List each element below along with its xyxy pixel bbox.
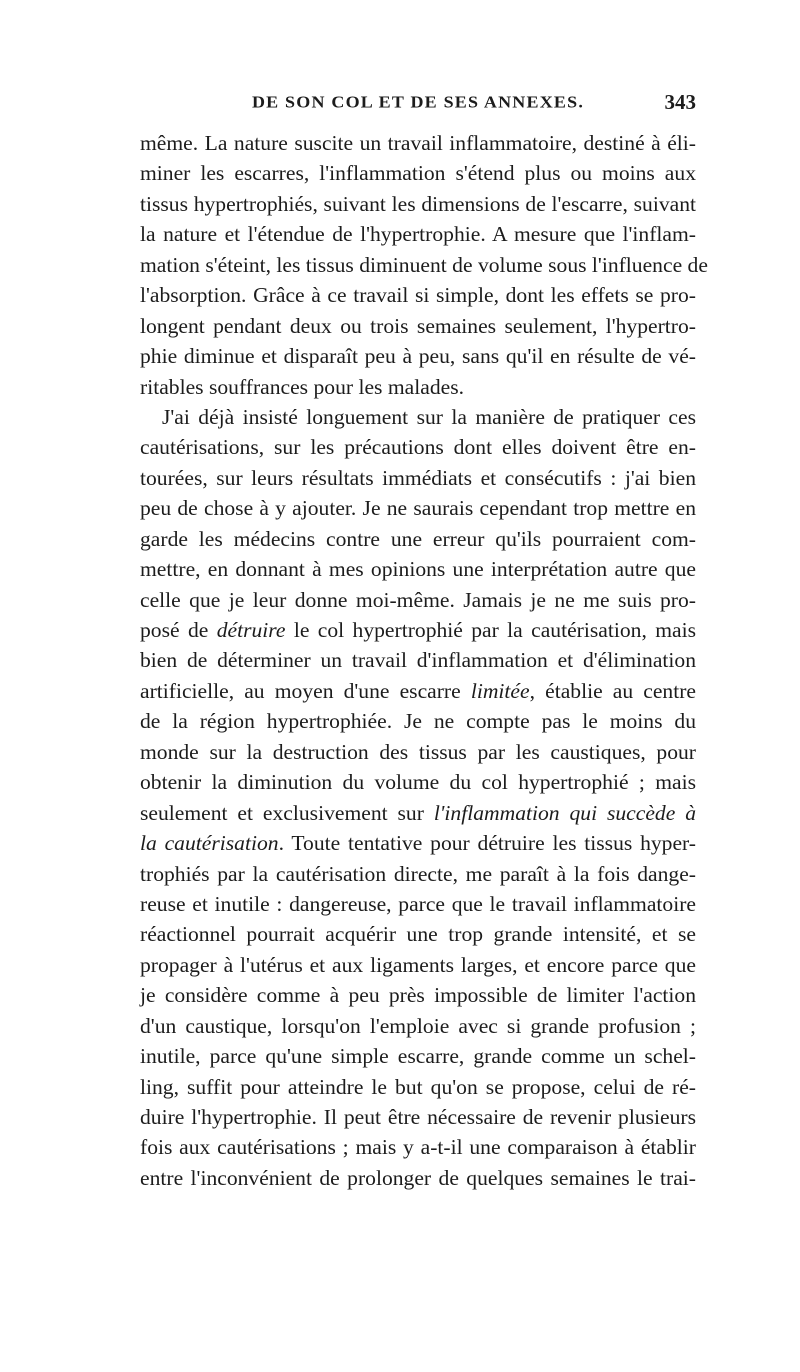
text-line [140, 706, 696, 736]
text-line [140, 402, 696, 432]
text-segment: fois aux cautérisations ; mais y a-t-il une comparaison à établir [140, 1135, 696, 1160]
text-line [140, 645, 696, 675]
page-number: 343 [664, 90, 696, 114]
text-line [140, 311, 696, 341]
running-head [140, 92, 696, 122]
text-line [140, 737, 696, 767]
text-segment: celle que je leur donne moi-même. Jamais je ne me suis pro- [140, 587, 696, 612]
text-line [140, 676, 696, 706]
text-line [140, 158, 696, 188]
text-line [140, 889, 696, 919]
text-segment: bien de déterminer un travail d'inflammation et d'élimination [140, 648, 696, 673]
text-segment: cautérisations, sur les précautions dont elles doivent être en- [140, 435, 696, 460]
text-segment: seulement et exclusivement sur [140, 800, 434, 825]
text-line [140, 1011, 696, 1041]
text-segment: tissus hypertrophiés, suivant les dimensions de l'escarre, suivant [140, 191, 696, 216]
text-line [140, 615, 696, 645]
text-segment: je considère comme à peu près impossible de limiter l'action [140, 983, 696, 1008]
text-segment: garde les médecins contre une erreur qu'ils pourraient com- [140, 526, 696, 551]
text-segment: de la région hypertrophiée. Je ne compte pas le moins du [140, 709, 696, 734]
text-line [140, 493, 696, 523]
text-line [140, 950, 696, 980]
text-line [140, 341, 696, 371]
text-segment: même. La nature suscite un travail inflammatoire, destiné à éli- [140, 131, 696, 155]
text-segment: entre l'inconvénient de prolonger de quelques semaines le trai- [140, 1165, 696, 1190]
text-line [140, 828, 696, 858]
text-line [140, 280, 696, 310]
text-segment: tourées, sur leurs résultats immédiats et consécutifs : j'ai bien [140, 465, 696, 490]
text-line [140, 980, 696, 1010]
text-line [140, 1041, 696, 1071]
text-segment: , établie au centre [529, 678, 697, 703]
text-segment: artificielle, au moyen d'une escarre [140, 678, 471, 703]
text-line [140, 1163, 696, 1193]
text-segment: obtenir la diminution du volume du col hypertrophié ; mais [140, 770, 696, 795]
text-segment: inutile, parce qu'une simple escarre, grande comme un schel- [140, 1044, 696, 1069]
text-segment: peu de chose à y ajouter. Je ne saurais cependant trop mettre en [140, 496, 696, 521]
text-segment: posé de [140, 618, 217, 642]
text-line [140, 919, 696, 949]
text-segment: le col hypertrophié par la cautérisation, mais [285, 618, 696, 642]
text-segment: mation s'éteint, les tissus diminuent de volume sous l'influence de [140, 252, 708, 277]
text-segment: J'ai déjà insisté longuement sur la manière de pratiquer ces [162, 404, 696, 429]
text-segment: réactionnel pourrait acquérir une trop grande intensité, et se [140, 922, 696, 947]
italic-segment: limitée [470, 678, 530, 703]
running-title: DE SON COL ET DE SES ANNEXES. [251, 92, 585, 112]
text-line [140, 189, 696, 219]
text-line [140, 463, 696, 493]
text-line [140, 524, 696, 554]
text-line [140, 767, 696, 797]
text-segment: miner les escarres, l'inflammation s'étend plus ou moins aux [140, 161, 696, 186]
text-line [140, 432, 696, 462]
text-segment: . Toute tentative pour détruire les tissus hyper- [278, 831, 696, 856]
text-line [140, 250, 708, 280]
text-segment: l'absorption. Grâce à ce travail si simple, dont les effets se pro- [140, 283, 696, 308]
text-segment: ritables souffrances pour les malades. [140, 374, 465, 399]
text-segment: duire l'hypertrophie. Il peut être nécessaire de revenir plusieurs [140, 1105, 696, 1129]
text-line [140, 798, 696, 828]
text-segment: phie diminue et disparaît peu à peu, sans qu'il en résulte de vé- [140, 344, 696, 369]
text-line [140, 859, 696, 889]
text-segment: ling, suffit pour atteindre le but qu'on se propose, celui de ré- [140, 1074, 696, 1099]
text-segment: reuse et inutile : dangereuse, parce que le travail inflammatoire [140, 891, 696, 916]
text-line [140, 1072, 696, 1102]
text-segment: propager à l'utérus et aux ligaments larges, et encore parce que [140, 952, 696, 977]
italic-segment: détruire [216, 618, 286, 642]
text-line [140, 1132, 696, 1162]
body-text [140, 128, 708, 1193]
text-line [140, 554, 696, 584]
text-line [140, 219, 696, 249]
text-line [140, 1102, 696, 1132]
text-segment: mettre, en donnant à mes opinions une interprétation autre que [140, 557, 696, 582]
text-segment: la nature et l'étendue de l'hypertrophie. A mesure que l'inflam- [140, 222, 696, 247]
text-segment: d'un caustique, lorsqu'on l'emploie avec si grande profusion ; [140, 1013, 696, 1038]
italic-segment: l'inflammation qui succède à [433, 800, 696, 825]
text-segment: trophiés par la cautérisation directe, me paraît à la fois dange- [140, 861, 696, 886]
text-segment: monde sur la destruction des tissus par les caustiques, pour [140, 739, 696, 764]
italic-segment: la cautérisation [140, 831, 279, 856]
text-segment: longent pendant deux ou trois semaines seulement, l'hypertro- [140, 313, 696, 338]
text-line [140, 128, 696, 158]
text-line [140, 585, 696, 615]
text-line [140, 372, 696, 402]
